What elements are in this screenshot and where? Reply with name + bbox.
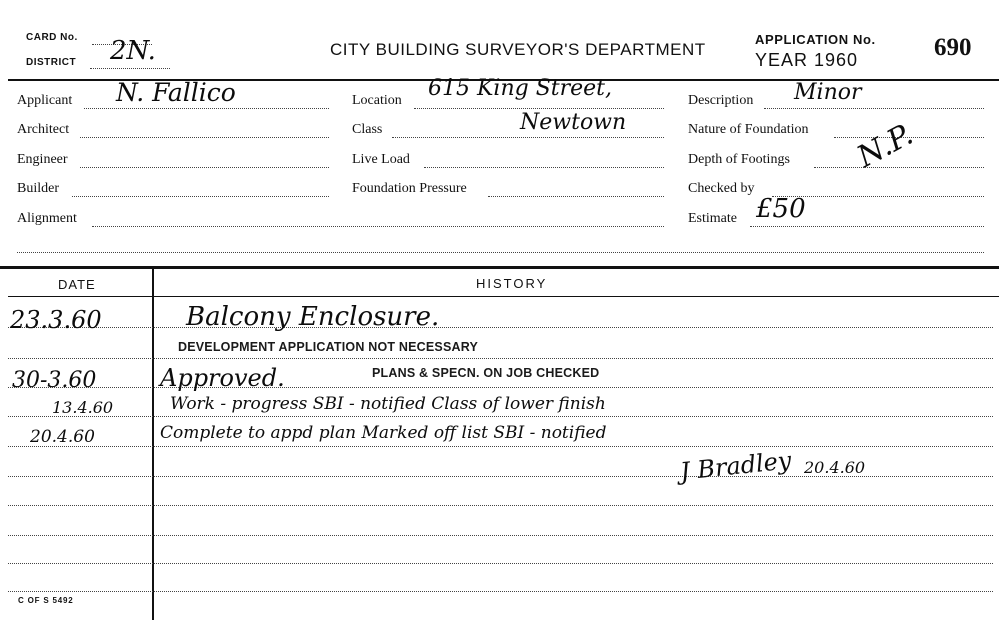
- engineer-label: Engineer: [17, 152, 68, 167]
- applicant-line: [84, 108, 329, 109]
- history-entry: Work - progress SBI - notified Class of lower finish: [170, 394, 606, 414]
- history-entry: Balcony Enclosure.: [186, 302, 440, 332]
- history-stamp: PLANS & SPECN. ON JOB CHECKED: [372, 366, 600, 380]
- district-value: 2N.: [110, 36, 156, 66]
- history-date: 20.4.60: [30, 427, 95, 447]
- date-header: DATE: [58, 277, 96, 292]
- estimate-label: Estimate: [688, 211, 737, 226]
- history-entry: Complete to appd plan Marked off list SBI - notified: [160, 423, 607, 443]
- description-line: [764, 108, 984, 109]
- department-title: CITY BUILDING SURVEYOR'S DEPARTMENT: [330, 40, 706, 59]
- application-number: 690: [934, 34, 972, 61]
- history-column-divider: [152, 268, 154, 620]
- engineer-line: [80, 167, 329, 168]
- form-code: C OF S 5492: [18, 596, 74, 605]
- ruled-line: [8, 416, 993, 417]
- estimate-value: £50: [756, 194, 806, 224]
- nature-label: Nature of Foundation: [688, 122, 809, 137]
- signature: J Bradley: [678, 446, 793, 486]
- ruled-line: [8, 535, 993, 536]
- history-stamp: DEVELOPMENT APPLICATION NOT NECESSARY: [178, 340, 479, 354]
- location-line: [414, 108, 664, 109]
- location-label: Location: [352, 93, 402, 108]
- history-date: 13.4.60: [52, 398, 114, 417]
- fields-bottom-line: [17, 252, 984, 253]
- history-header-rule: [8, 296, 999, 297]
- history-date: 23.3.60: [10, 306, 102, 334]
- live-load-label: Live Load: [352, 152, 410, 167]
- district-line: [90, 68, 170, 69]
- alignment-line: [92, 226, 664, 227]
- foundation-pressure-label: Foundation Pressure: [352, 181, 467, 196]
- live-load-line: [424, 167, 664, 168]
- year-label: YEAR 1960: [755, 50, 859, 70]
- location-value-street: 615 King Street,: [428, 76, 613, 101]
- ruled-line: [8, 505, 993, 506]
- ruled-line: [8, 446, 993, 447]
- ruled-line: [8, 327, 993, 328]
- signature-date: 20.4.60: [804, 458, 866, 477]
- history-top-rule: [0, 266, 999, 269]
- alignment-label: Alignment: [17, 211, 77, 226]
- architect-label: Architect: [17, 122, 70, 137]
- architect-line: [80, 137, 329, 138]
- application-label: APPLICATION No.: [755, 32, 876, 47]
- ruled-line: [8, 387, 993, 388]
- ruled-line: [8, 563, 993, 564]
- depth-line: [814, 167, 984, 168]
- history-header: HISTORY: [476, 276, 548, 291]
- description-label: Description: [688, 93, 754, 108]
- foundation-pressure-line: [488, 196, 664, 197]
- history-date: 30-3.60: [12, 368, 97, 393]
- history-entry: Approved.: [160, 364, 285, 392]
- description-value: Minor: [794, 80, 862, 105]
- location-value-suburb: Newtown: [520, 110, 627, 135]
- builder-line: [72, 196, 329, 197]
- ruled-line: [8, 591, 993, 592]
- district-label: DISTRICT: [26, 57, 77, 68]
- applicant-value: N. Fallico: [116, 78, 236, 107]
- class-label: Class: [352, 122, 383, 137]
- depth-label: Depth of Footings: [688, 152, 790, 167]
- estimate-line: [750, 226, 984, 227]
- depth-value: N.P.: [851, 117, 919, 175]
- ruled-line: [8, 358, 993, 359]
- checked-by-label: Checked by: [688, 181, 755, 196]
- class-line: [392, 137, 664, 138]
- card-no-label: CARD No.: [26, 32, 78, 43]
- applicant-label: Applicant: [17, 93, 73, 108]
- builder-label: Builder: [17, 181, 59, 196]
